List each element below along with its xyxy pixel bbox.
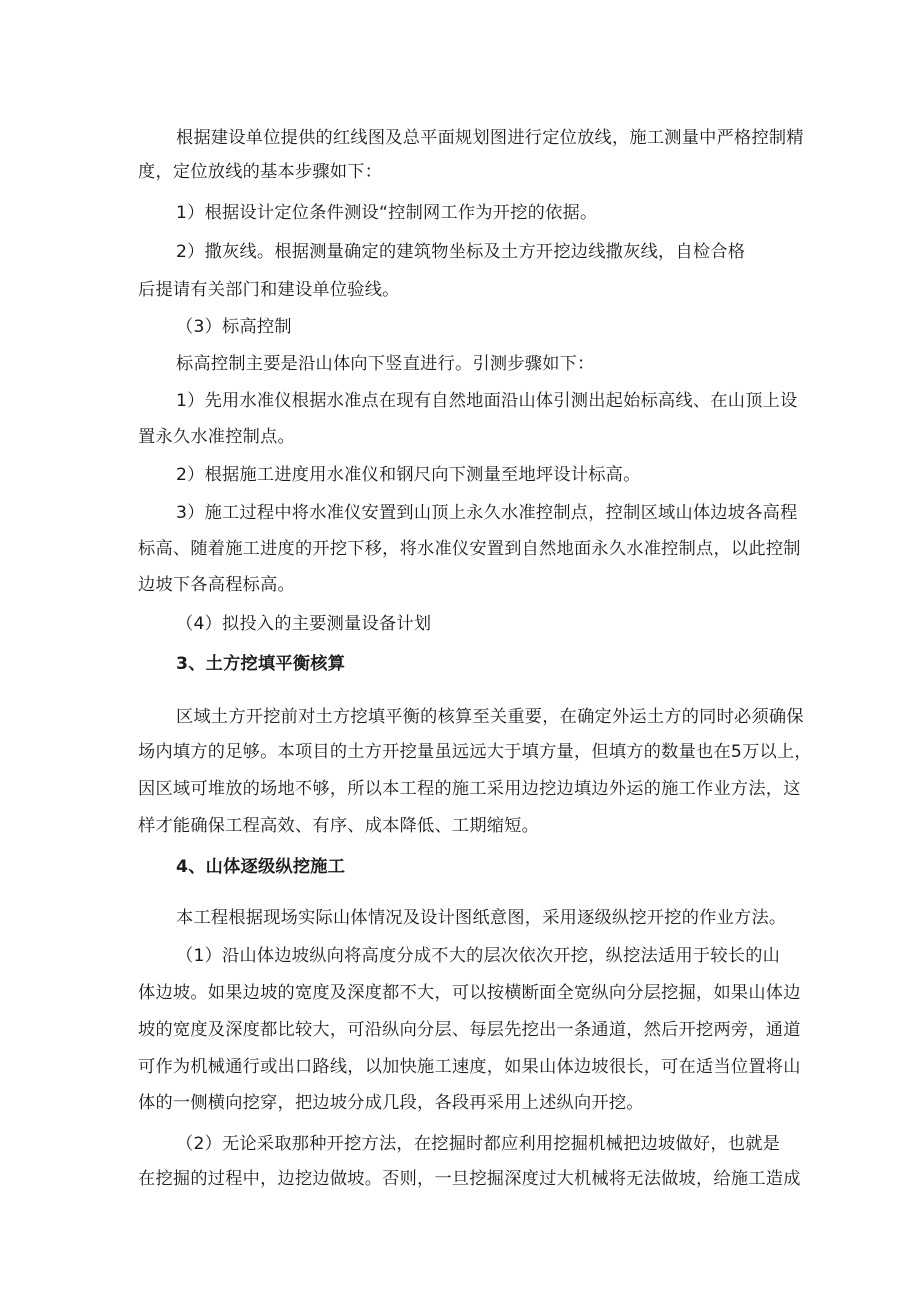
section-heading-elevation-control: （3）标高控制 <box>176 317 292 337</box>
text-line: 坡的宽度及深度都比较大，可沿纵向分层、每层先挖出一条通道，然后开挖两旁，通道 <box>138 1020 801 1040</box>
section-heading-earthwork-balance: 3、土方挖填平衡核算 <box>176 654 346 674</box>
text-line: 2）根据施工进度用水准仪和钢尺向下测量至地坪设计标高。 <box>176 465 641 485</box>
text-line: 置永久水准控制点。 <box>138 427 295 447</box>
text-line: 1）先用水准仪根据水准点在现有自然地面沿山体引测出起始标高线、在山顶上设 <box>176 391 798 411</box>
text-line: 区域土方开挖前对土方挖填平衡的核算至关重要，在确定外运土方的同时必须确保 <box>176 707 804 727</box>
text-line: （2）无论采取那种开挖方法，在挖掘时都应利用挖掘机械把边坡做好，也就是 <box>176 1134 781 1154</box>
text-line: 2）撒灰线。根据测量确定的建筑物坐标及土方开挖边线撒灰线，自检合格 <box>176 242 746 262</box>
text-line: 场内填方的足够。本项目的土方开挖量虽远远大于填方量，但填方的数量也在5万以上， <box>138 742 812 762</box>
text-line: 边坡下各高程标高。 <box>138 575 295 595</box>
text-line: 根据建设单位提供的红线图及总平面规划图进行定位放线，施工测量中严格控制精 <box>176 128 804 148</box>
text-line: 3）施工过程中将水准仪安置到山顶上永久水准控制点，控制区域山体边坡各高程 <box>176 503 798 523</box>
text-line: （1）沿山体边坡纵向将高度分成不大的层次依次开挖，纵挖法适用于较长的山 <box>176 946 781 966</box>
text-line: 因区域可堆放的场地不够，所以本工程的施工采用边挖边填边外运的施工作业方法，这 <box>138 779 801 799</box>
text-line: 标高控制主要是沿山体向下竖直进行。引测步骤如下： <box>176 354 595 374</box>
text-line: 可作为机械通行或出口路线，以加快施工速度，如果山体边坡很长，可在适当位置将山 <box>138 1057 801 1077</box>
text-line: 1）根据设计定位条件测设“控制网工作为开挖的依据。 <box>176 203 598 223</box>
text-line: 体的一侧横向挖穿，把边坡分成几段，各段再采用上述纵向开挖。 <box>138 1093 644 1113</box>
text-line: 标高、随着施工进度的开挖下移，将水准仪安置到自然地面永久水准控制点，以此控制 <box>138 539 801 559</box>
text-line: 后提请有关部门和建设单位验线。 <box>138 280 400 300</box>
text-line: 度，定位放线的基本步骤如下： <box>138 162 383 182</box>
text-line: 在挖掘的过程中，边挖边做坡。否则，一旦挖掘深度过大机械将无法做坡，给施工造成 <box>138 1169 801 1189</box>
text-line: 本工程根据现场实际山体情况及设计图纸意图，采用逐级纵挖开挖的作业方法。 <box>176 908 787 928</box>
text-line: 样才能确保工程高效、有序、成本降低、工期缩短。 <box>138 816 540 836</box>
section-heading-equipment-plan: （4）拟投入的主要测量设备计划 <box>176 614 432 634</box>
text-line: 体边坡。如果边坡的宽度及深度都不大，可以按横断面全宽纵向分层挖掘，如果山体边 <box>138 983 801 1003</box>
section-heading-mountain-excavation: 4、山体逐级纵挖施工 <box>176 857 346 877</box>
